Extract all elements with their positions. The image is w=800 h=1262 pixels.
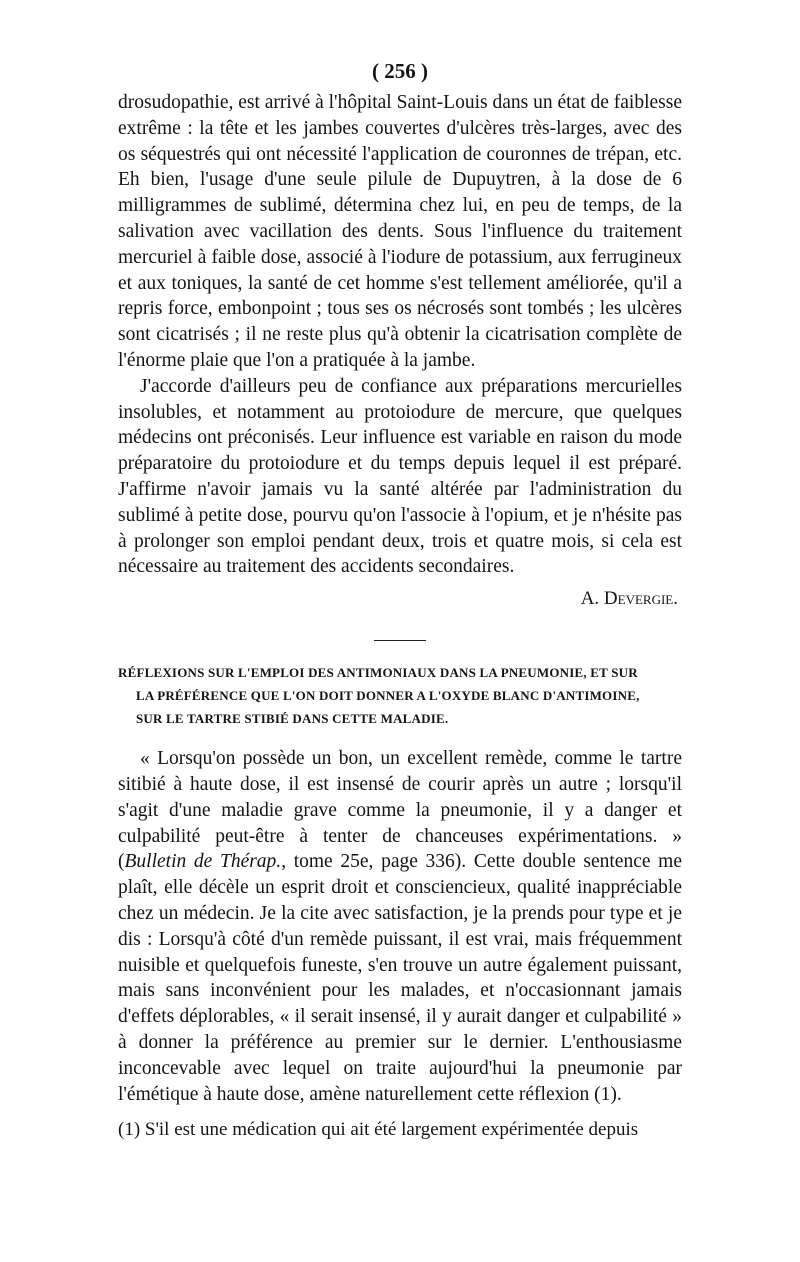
section-heading-line-3: SUR LE TARTRE STIBIÉ DANS CETTE MALADIE. [136, 711, 449, 727]
book-page [118, 56, 682, 1143]
page-number: ( 256 ) [372, 59, 428, 83]
signature-surname: Devergie. [603, 588, 678, 610]
footnote-separator [118, 1107, 682, 1117]
bulletin-citation: Bulletin de Thérap. [124, 851, 282, 873]
body-paragraph-1: drosudopathie, est arrivé à l'hôpital Saint-Louis dans un état de faiblesse extrême : la tête et les jambes couvertes d'ulcères très-larges, avec des os séquestrés qui ont nécessité l'application de couronnes de trépan, etc. Eh bien, l'usage d'une seule pilule de Dupuytren, à la dose de 6 milligrammes de sublimé, détermina chez lui, en peu de temps, de la salivation avec vacillation des dents. Sous l'influence du traitement mercuriel à faible dose, associé à l'iodure de potassium, aux ferrugineux et aux toniques, la santé de cet homme s'est tellement améliorée, qu'il a repris force, embonpoint ; tous ses os nécrosés sont tombés ; les ulcères sont cicatrisés ; il ne reste plus qu'à obtenir la cicatrisation complète de l'énorme plaie que l'on a pratiquée à la jambe. [118, 92, 682, 371]
section-heading-line-2: LA PRÉFÉRENCE QUE L'ON DOIT DONNER A L'OXYDE BLANC D'ANTIMOINE, [136, 688, 640, 704]
footnote: (1) S'il est une médication qui ait été largement expérimentée depuis [118, 1119, 639, 1141]
author-signature [118, 586, 682, 612]
signature-initial: A. [580, 588, 604, 610]
paragraph-3-text: , tome 25e, page 336). Cette double sentence me plaît, elle décèle un esprit droit et consciencieux, qualité inappréciable chez un médecin. Je la cite avec satisfaction, je la prends pour type et je dis : Lorsqu'à côté d'un remède puissant, il est vrai, mais fréquemment nuisible et quelquefois funeste, s'en trouve un autre également puissant, mais sans inconvénient pour les malades, et n'occasionnant jamais d'effets déplorables, « il serait insensé, il y aurait danger et culpabilité » à donner la préférence au premier sur le dernier. L'enthousiasme inconcevable avec lequel on traite aujourd'hui la pneumonie par l'émétique à haute dose, amène naturellement cette réflexion (1). [118, 851, 682, 1105]
paragraph-3-quote: « Lorsqu'on possède un bon, un excellent remède, comme le tartre sitibié à haute dose, il est insensé de courir après un autre ; lorsqu'il s'agit d'une maladie grave comme la pneumonie, il y a danger et culpabilité peut-être à tenter de chanceuses expérimentations. » ( [118, 748, 682, 873]
body-paragraph-3 [118, 746, 682, 1107]
section-divider [374, 640, 426, 641]
section-heading [118, 661, 682, 730]
section-heading-line-1: RÉFLEXIONS SUR L'EMPLOI DES ANTIMONIAUX DANS LA PNEUMONIE, ET SUR [118, 665, 638, 681]
body-paragraph-2: J'accorde d'ailleurs peu de confiance aux préparations mercurielles insolubles, et notamment au protoiodure de mercure, que quelques médecins ont préconisés. Leur influence est variable en raison du mode préparatoire du protoiodure et du temps depuis lequel il est préparé. J'affirme n'avoir jamais vu la santé altérée par l'administration du sublimé à petite dose, pourvu qu'on l'associe à l'opium, et je n'hésite pas à prolonger son emploi pendant deux, trois et quatre mois, si cela est nécessaire au traitement des accidents secondaires. [118, 375, 682, 578]
